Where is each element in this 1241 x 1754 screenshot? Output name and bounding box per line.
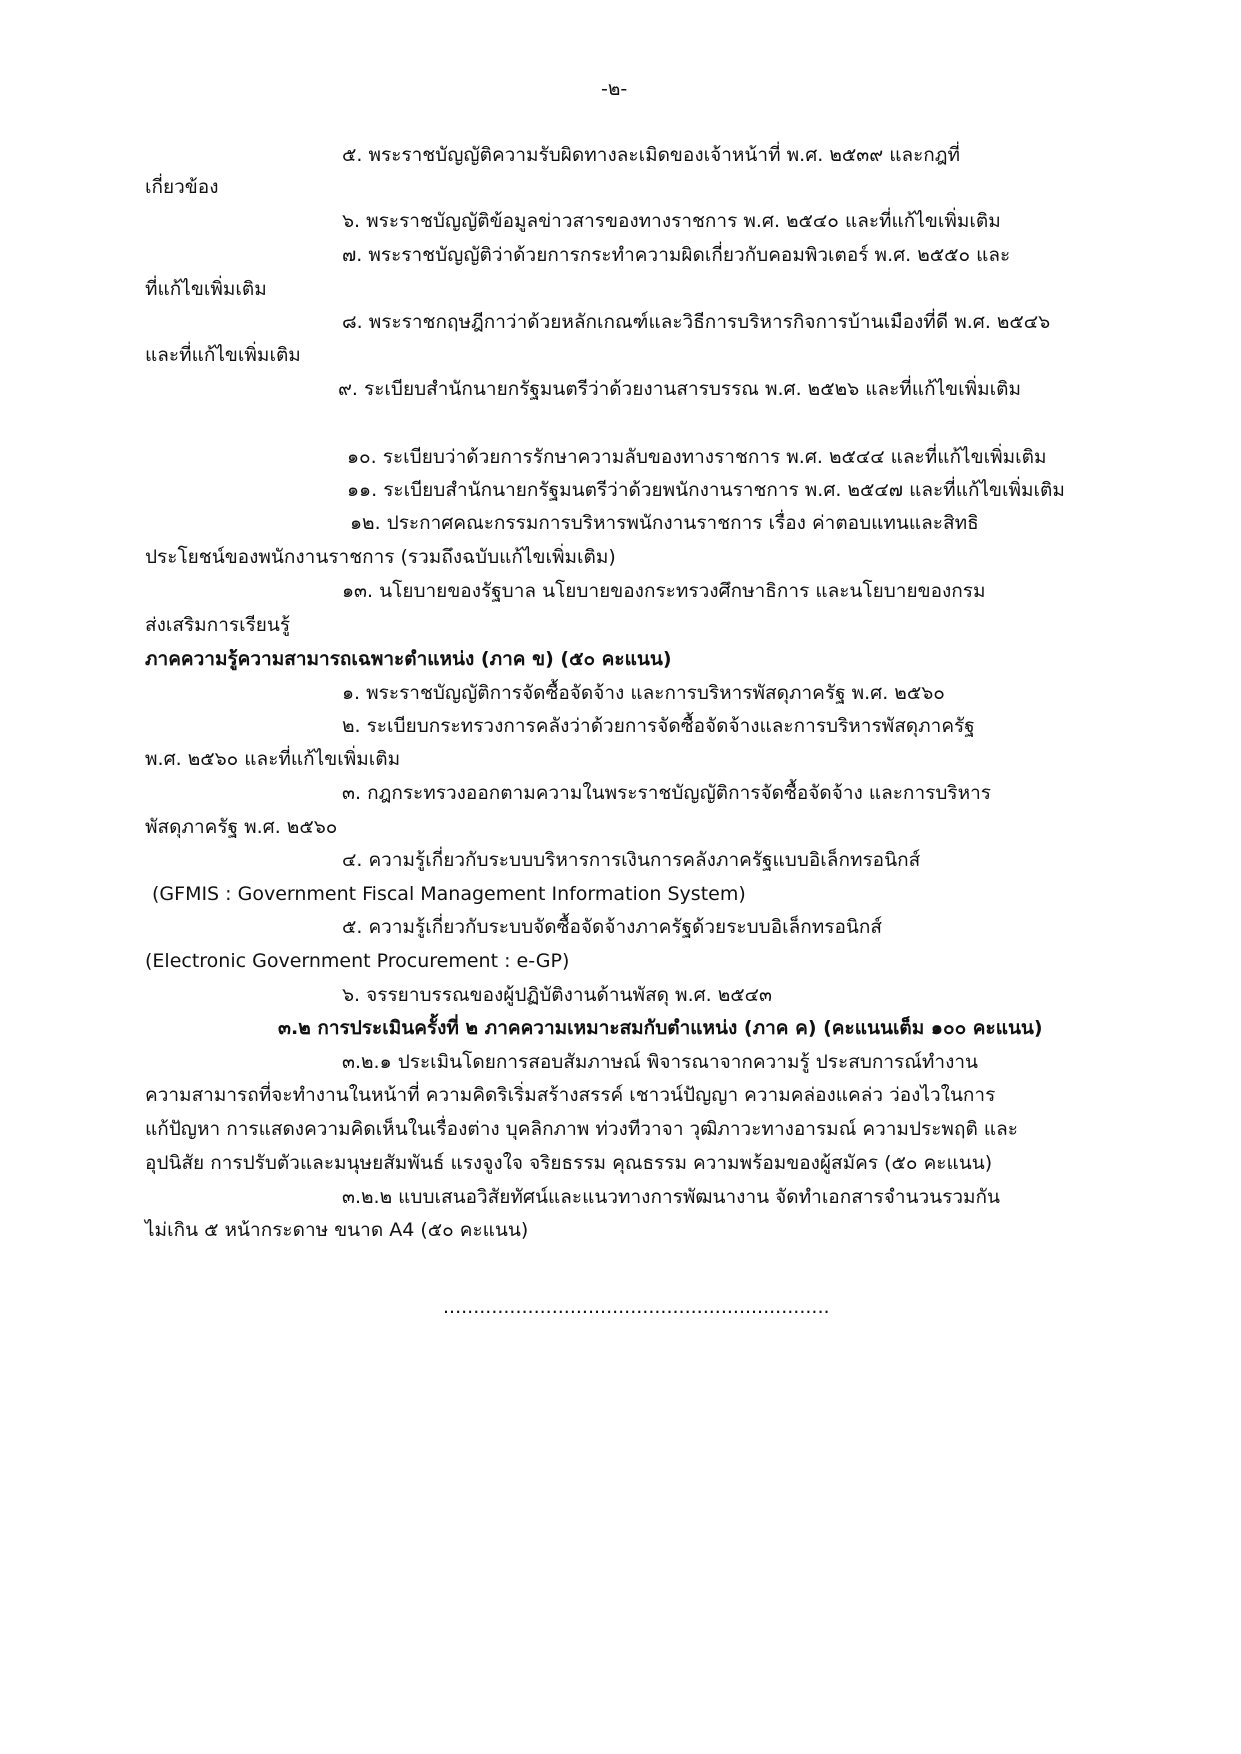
doc-line: ๑. พระราชบัญญัติการจัดซื้อจัดจ้าง และการบริหารพัสดุภาครัฐ พ.ศ. ๒๕๖๐	[342, 682, 945, 704]
doc-line: ๖. พระราชบัญญัติข้อมูลข่าวสารของทางราชการ พ.ศ. ๒๕๔๐ และที่แก้ไขเพิ่มเติม	[342, 210, 1001, 232]
doc-line: (GFMIS : Government Fiscal Management Information System)	[152, 883, 746, 905]
doc-line: พ.ศ. ๒๕๖๐ และที่แก้ไขเพิ่มเติม	[145, 748, 401, 770]
doc-line: ๓.๒.๒ แบบเสนอวิสัยทัศน์และแนวทางการพัฒนางาน จัดทำเอกสารจำนวนรวมกัน	[342, 1186, 1001, 1208]
doc-line: ๒. ระเบียบกระทรวงการคลังว่าด้วยการจัดซื้อจัดจ้างและการบริหารพัสดุภาครัฐ	[342, 715, 975, 737]
end-dotted-line: ................................................................	[443, 1296, 830, 1318]
doc-line: ๖. จรรยาบรรณของผู้ปฏิบัติงานด้านพัสดุ พ.ศ. ๒๕๔๓	[342, 984, 773, 1006]
doc-line: ไม่เกิน ๕ หน้ากระดาษ ขนาด A4 (๕๐ คะแนน)	[145, 1219, 529, 1241]
doc-line: ๑๐. ระเบียบว่าด้วยการรักษาความลับของทางราชการ พ.ศ. ๒๕๔๔ และที่แก้ไขเพิ่มเติม	[347, 446, 1047, 468]
doc-line: ที่แก้ไขเพิ่มเติม	[145, 278, 267, 300]
doc-line: ๗. พระราชบัญญัติว่าด้วยการกระทำความผิดเกี่ยวกับคอมพิวเตอร์ พ.ศ. ๒๕๕๐ และ	[342, 244, 1011, 266]
doc-line: ๘. พระราชกฤษฎีกาว่าด้วยหลักเกณฑ์และวิธีการบริหารกิจการบ้านเมืองที่ดี พ.ศ. ๒๕๔๖	[342, 311, 1051, 333]
section-heading: ภาคความรู้ความสามารถเฉพาะตำแหน่ง (ภาค ข) (๕๐ คะแนน)	[145, 648, 672, 670]
doc-line: ๓.๒.๑ ประเมินโดยการสอบสัมภาษณ์ พิจารณาจากความรู้ ประสบการณ์ทำงาน	[342, 1051, 979, 1073]
doc-line: ๑๒. ประกาศคณะกรรมการบริหารพนักงานราชการ เรื่อง ค่าตอบแทนและสิทธิ	[350, 512, 979, 534]
doc-line: ๕. ความรู้เกี่ยวกับระบบจัดซื้อจัดจ้างภาครัฐด้วยระบบอิเล็กทรอนิกส์	[342, 916, 883, 938]
section-heading: ๓.๒ การประเมินครั้งที่ ๒ ภาคความเหมาะสมกับตำแหน่ง (ภาค ค) (คะแนนเต็ม ๑๐๐ คะแนน)	[278, 1017, 1043, 1039]
doc-line: อุปนิสัย การปรับตัวและมนุษยสัมพันธ์ แรงจูงใจ จริยธรรม คุณธรรม ความพร้อมของผู้สมัคร (๕๐ คะแนน)	[145, 1152, 993, 1174]
doc-line: เกี่ยวข้อง	[145, 176, 219, 198]
doc-line: แก้ปัญหา การแสดงความคิดเห็นในเรื่องต่าง บุคลิกภาพ ท่วงทีวาจา วุฒิภาวะทางอารมณ์ ความประพฤติ และ	[145, 1118, 1018, 1140]
doc-line: ๑๓. นโยบายของรัฐบาล นโยบายของกระทรวงศึกษาธิการ และนโยบายของกรม	[342, 580, 986, 602]
doc-line: ๔. ความรู้เกี่ยวกับระบบบริหารการเงินการคลังภาครัฐแบบอิเล็กทรอนิกส์	[342, 849, 921, 871]
doc-line: (Electronic Government Procurement : e-GP)	[145, 950, 570, 972]
doc-line: ๓. กฎกระทรวงออกตามความในพระราชบัญญัติการจัดซื้อจัดจ้าง และการบริหาร	[342, 782, 991, 804]
doc-line: ๕. พระราชบัญญัติความรับผิดทางละเมิดของเจ้าหน้าที่ พ.ศ. ๒๕๓๙ และกฎที่	[342, 144, 961, 166]
doc-line: ส่งเสริมการเรียนรู้	[145, 614, 291, 636]
doc-line: ประโยชน์ของพนักงานราชการ (รวมถึงฉบับแก้ไขเพิ่มเติม)	[145, 546, 616, 568]
doc-line: และที่แก้ไขเพิ่มเติม	[145, 344, 301, 366]
doc-line: พัสดุภาครัฐ พ.ศ. ๒๕๖๐	[145, 816, 338, 838]
doc-line: ๙. ระเบียบสำนักนายกรัฐมนตรีว่าด้วยงานสารบรรณ พ.ศ. ๒๕๒๖ และที่แก้ไขเพิ่มเติม	[338, 378, 1022, 400]
page-number: -๒-	[601, 78, 628, 100]
doc-line: ความสามารถที่จะทำงานในหน้าที่ ความคิดริเริ่มสร้างสรรค์ เชาวน์ปัญญา ความคล่องแคล่ว ว่องไวในการ	[145, 1084, 996, 1106]
doc-line: ๑๑. ระเบียบสำนักนายกรัฐมนตรีว่าด้วยพนักงานราชการ พ.ศ. ๒๕๔๗ และที่แก้ไขเพิ่มเติม	[347, 479, 1065, 501]
